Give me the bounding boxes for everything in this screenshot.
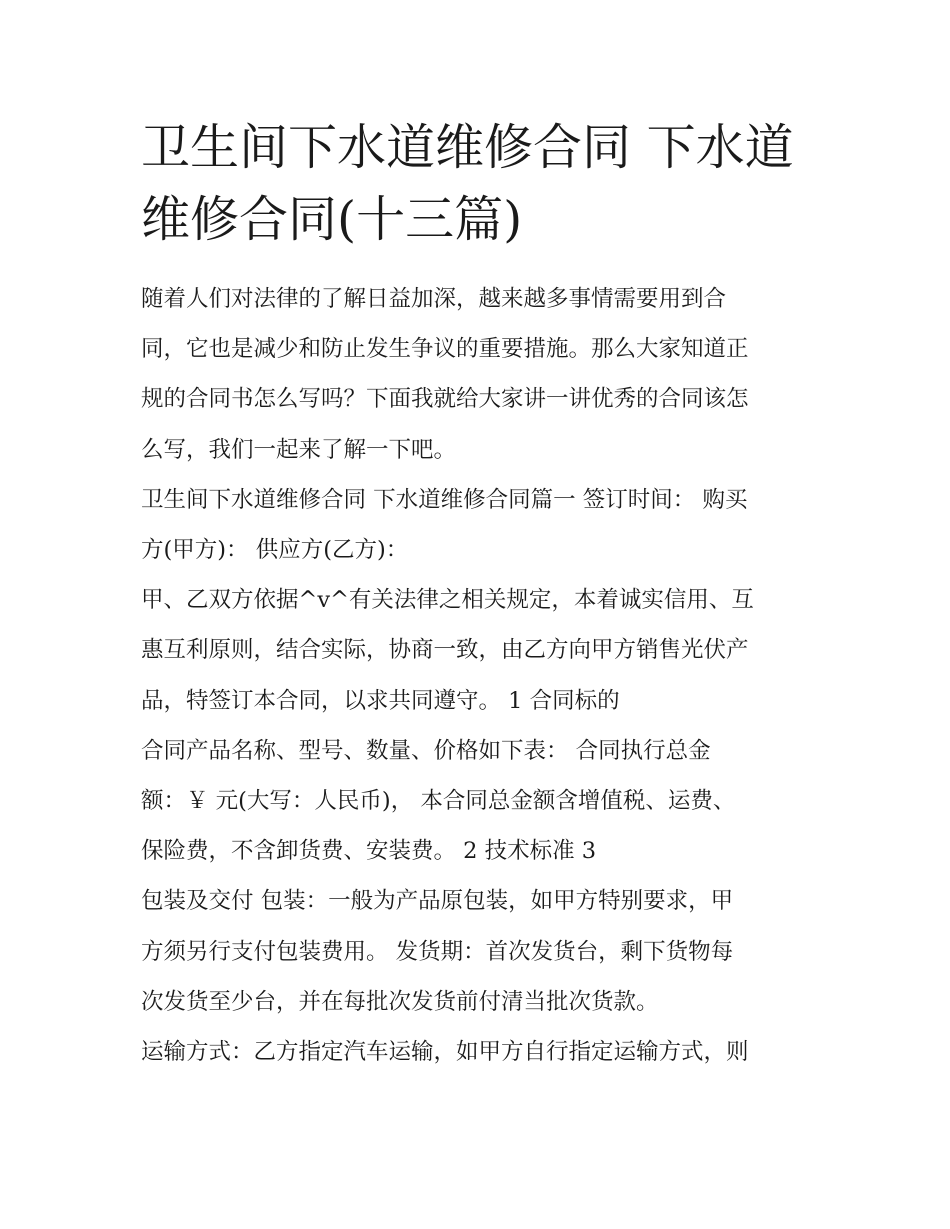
text-line: 包装及交付 包装：一般为产品原包装，如甲方特别要求，甲 xyxy=(141,888,734,915)
text-line: 么写，我们一起来了解一下吧。 xyxy=(141,436,457,463)
document-page xyxy=(141,112,816,1077)
text-line: 惠互利原则，结合实际，协商一致，由乙方向甲方销售光伏产 xyxy=(141,637,749,664)
paragraph-header-info xyxy=(141,475,816,575)
paragraph-preamble xyxy=(141,575,816,726)
text-line: 运输方式：乙方指定汽车运输，如甲方自行指定运输方式，则 xyxy=(141,1039,749,1066)
text-line: 随着人们对法律的了解日益加深，越来越多事情需要用到合 xyxy=(141,286,727,312)
document-title xyxy=(141,112,816,256)
text-line: 合同产品名称、型号、数量、价格如下表： 合同执行总金 xyxy=(141,737,711,764)
text-line: 额：￥ 元(大写：人民币)， 本合同总金额含增值税、运费、 xyxy=(141,788,736,815)
paragraph-products xyxy=(141,726,816,877)
text-line: 保险费，不含卸货费、安装费。 2 技术标准 3 xyxy=(141,838,597,865)
text-line: 方须另行支付包装费用。 发货期：首次发货台，剩下货物每 xyxy=(141,938,734,965)
text-line: 甲、乙双方依据^v^有关法律之相关规定，本着诚实信用、互 xyxy=(141,587,754,614)
text-line: 卫生间下水道维修合同 下水道维修合同篇一 签订时间： 购买 xyxy=(141,486,748,513)
paragraph-packaging xyxy=(141,876,816,1027)
text-line: 方(甲方)： 供应方(乙方)： xyxy=(141,537,409,564)
title-line: 卫生间下水道维修合同 下水道 xyxy=(141,119,794,176)
text-line: 品，特签订本合同，以求共同遵守。 1 合同标的 xyxy=(141,687,620,714)
text-line: 同，它也是减少和防止发生争议的重要措施。那么大家知道正 xyxy=(141,336,749,363)
text-line: 次发货至少台，并在每批次发货前付清当批次货款。 xyxy=(141,988,659,1015)
paragraph-transport xyxy=(141,1027,816,1077)
text-line: 规的合同书怎么写吗？下面我就给大家讲一讲优秀的合同该怎 xyxy=(141,386,749,413)
paragraph-intro xyxy=(141,274,816,475)
title-line: 维修合同(十三篇) xyxy=(141,191,523,248)
